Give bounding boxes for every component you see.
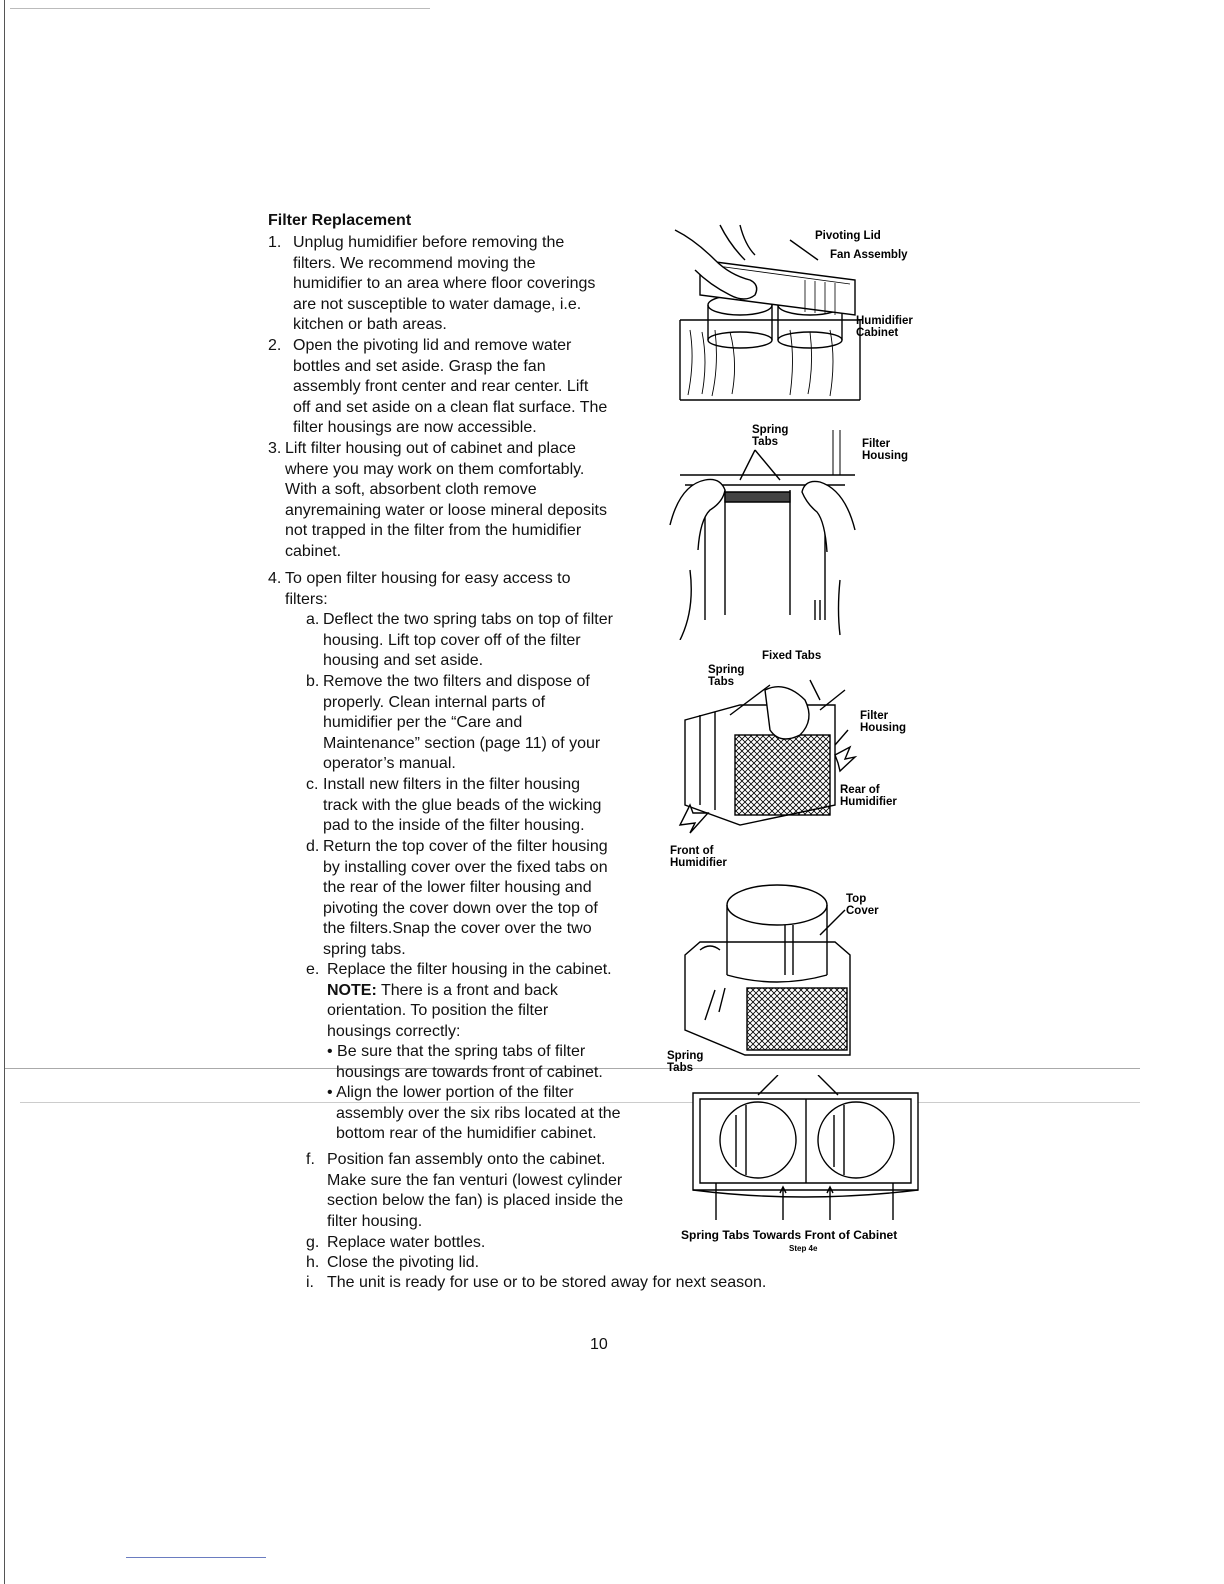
label-line: Humidifier	[670, 857, 727, 869]
label-rear-of-humidifier	[840, 784, 897, 808]
bullet-line: bottom rear of the humidifier cabinet.	[336, 1125, 597, 1143]
substep-line: housing and set aside.	[323, 652, 484, 670]
label-line: Cabinet	[856, 327, 899, 339]
note-text: There is a front and back	[376, 981, 558, 999]
substep-letter: g.	[306, 1234, 320, 1251]
substep-line: Replace water bottles.	[327, 1234, 486, 1251]
step-number: 3.	[268, 440, 282, 457]
substep-letter: b.	[306, 673, 320, 690]
substep-line: Deflect the two spring tabs on top of filter	[323, 611, 613, 628]
bullet-line: assembly over the six ribs located at the	[336, 1104, 621, 1122]
label-line: Filter	[860, 710, 889, 722]
label-top-cover	[846, 893, 879, 917]
substep-line: housing. Lift top cover off of the filter	[323, 631, 581, 649]
step-line: not trapped in the filter from the humidifier	[285, 522, 582, 540]
bullet-line: • Be sure that the spring tabs of filter	[327, 1043, 586, 1060]
scan-line-top	[10, 8, 430, 9]
substep-line: housings correctly:	[327, 1022, 461, 1040]
step-line: bottles and set aside. Grasp the fan	[293, 357, 546, 375]
step-line: kitchen or bath areas.	[293, 316, 447, 334]
substep-line: section below the fan) is placed inside the	[327, 1192, 624, 1210]
substep-letter: e.	[306, 961, 320, 978]
label-spring-tabs-1	[752, 424, 788, 448]
substep-line: operator’s manual.	[323, 755, 456, 773]
figure-step-label: Step 4e	[789, 1244, 818, 1253]
substep-line: filter housing.	[327, 1212, 423, 1230]
substep-line: the rear of the lower filter housing and	[323, 879, 592, 897]
label-line: Top	[846, 893, 867, 905]
top-cover-illustration	[675, 870, 865, 1060]
step-line: are not susceptible to water damage, i.e.	[293, 295, 582, 313]
step-line: With a soft, absorbent cloth remove	[285, 481, 537, 499]
substep-line: The unit is ready for use or to be stored away for next season.	[327, 1274, 767, 1291]
substep-line: the filters.Snap the cover over the two	[323, 920, 592, 938]
step-line: filters. We recommend moving the	[293, 254, 536, 272]
substep-letter: a.	[306, 611, 320, 628]
fan-assembly-illustration	[670, 220, 870, 405]
substep-line: properly. Clean internal parts of	[323, 693, 546, 711]
label-filter-housing-2	[860, 710, 906, 734]
step-line: humidifier to an area where floor coverings	[293, 275, 596, 293]
substep-letter: d.	[306, 838, 320, 855]
note-line	[327, 981, 667, 1002]
step-number: 4.	[268, 570, 282, 587]
bullet-2	[327, 1083, 621, 1145]
substep-line: Return the top cover of the filter housing	[323, 838, 608, 855]
step-line: filters:	[285, 590, 328, 608]
substep-letter: f.	[306, 1151, 315, 1168]
label-line: Humidifier	[856, 315, 913, 327]
label-line: Front of	[670, 845, 714, 857]
label-humidifier-cabinet	[856, 315, 913, 339]
label-spring-tabs-2	[708, 664, 744, 688]
section-heading: Filter Replacement	[268, 212, 412, 229]
step-line: anyremaining water or loose mineral deposits	[285, 501, 607, 519]
step-line: assembly front center and rear center. Lift	[293, 378, 589, 396]
label-line: Spring	[752, 424, 789, 436]
label-line: Tabs	[708, 676, 734, 688]
substep-letter: i.	[306, 1274, 314, 1291]
substep-line: Replace the filter housing in the cabinet.	[327, 961, 612, 978]
label-pivoting-lid: Pivoting Lid	[815, 230, 881, 242]
substep-line: Position fan assembly onto the cabinet.	[327, 1151, 606, 1168]
scan-edge-left	[4, 0, 5, 1584]
substep-line: by installing cover over the fixed tabs on	[323, 858, 608, 876]
label-line: Rear of	[840, 784, 880, 796]
label-filter-housing-1	[862, 438, 908, 462]
label-fixed-tabs: Fixed Tabs	[762, 650, 822, 662]
label-line: Housing	[862, 450, 908, 462]
substep-line: Maintenance” section (page 11) of your	[323, 734, 601, 752]
bullet-line: • Align the lower portion of the filter	[327, 1084, 574, 1101]
substep-line: orientation. To position the filter	[327, 1002, 549, 1020]
page-number: 10	[590, 1336, 608, 1353]
substep-line: pivoting the cover down over the top of	[323, 899, 598, 917]
substep-line: pad to the inside of the filter housing.	[323, 817, 585, 835]
label-line: Housing	[860, 722, 906, 734]
label-line: Filter	[862, 438, 891, 450]
step-line: filter housings are now accessible.	[293, 419, 537, 437]
bullet-line: housings are towards front of cabinet.	[336, 1063, 603, 1081]
filter-housing-lift-illustration	[665, 430, 865, 640]
label-line: Spring	[708, 664, 745, 676]
step-line: Unplug humidifier before removing the	[293, 234, 565, 251]
step-line: To open filter housing for easy access to	[285, 570, 571, 587]
step-line: where you may work on them comfortably.	[285, 460, 585, 478]
figure-caption: Spring Tabs Towards Front of Cabinet	[681, 1228, 898, 1242]
label-front-of-humidifier	[670, 845, 727, 869]
substep-letter: h.	[306, 1254, 320, 1271]
substep-line: track with the glue beads of the wicking	[323, 796, 602, 814]
label-line: Tabs	[667, 1062, 693, 1074]
label-line: Tabs	[752, 436, 778, 448]
step-line: Lift filter housing out of cabinet and place	[285, 440, 576, 457]
substep-line: humidifier per the “Care and	[323, 714, 523, 732]
label-line: Spring	[667, 1050, 704, 1062]
top-view-illustration	[688, 1075, 923, 1225]
bullet-1	[327, 1042, 603, 1083]
label-fan-assembly: Fan Assembly	[830, 249, 908, 261]
label-line: Humidifier	[840, 796, 897, 808]
step-line: Open the pivoting lid and remove water	[293, 337, 572, 354]
label-line: Cover	[846, 905, 879, 917]
substep-line: Remove the two filters and dispose of	[323, 673, 590, 690]
step-line: off and set aside on a clean flat surface. The	[293, 398, 608, 416]
step-line: cabinet.	[285, 542, 342, 560]
scan-line-bottom	[126, 1557, 266, 1558]
substep-letter: c.	[306, 776, 319, 793]
substep-line: Close the pivoting lid.	[327, 1254, 480, 1271]
label-spring-tabs-3	[667, 1050, 703, 1074]
substep-line: spring tabs.	[323, 940, 406, 958]
substep-line: Install new filters in the filter housing	[323, 776, 581, 793]
note-label: NOTE:	[327, 981, 377, 999]
substep-line: Make sure the fan venturi (lowest cylinder	[327, 1171, 623, 1189]
filter-removal-illustration	[670, 655, 865, 845]
step-number: 1.	[268, 234, 282, 251]
step-number: 2.	[268, 337, 282, 354]
